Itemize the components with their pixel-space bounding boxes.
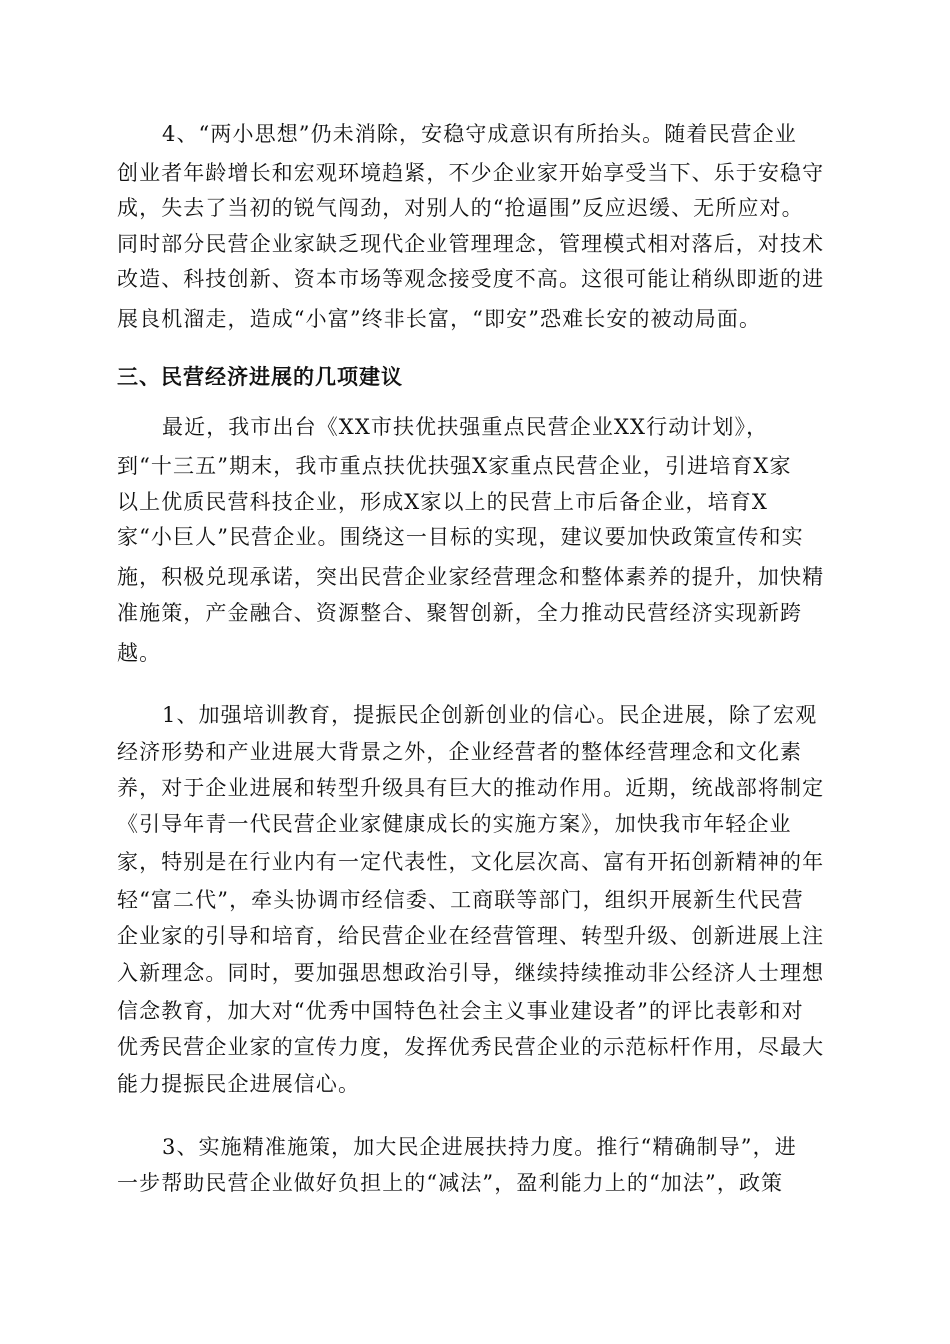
paragraph-3-line-9: 信念教育，加大对“优秀中国特色社会主义事业建设者”的评比表彰和对: [117, 999, 804, 1023]
paragraph-1-line-1: 4、“两小思想”仍未消除，安稳守成意识有所抬头。随着民营企业: [162, 122, 797, 146]
paragraph-4-line-1: 3、实施精准施策，加大民企进展扶持力度。推行“精确制导”，进: [162, 1135, 797, 1159]
paragraph-4-line-2: 一步帮助民营企业做好负担上的“减法”，盈利能力上的“加法”，政策: [117, 1171, 784, 1195]
paragraph-2-line-3: 以上优质民营科技企业，形成X家以上的民营上市后备企业，培育X: [117, 490, 768, 514]
paragraph-3-line-7: 企业家的引导和培育，给民营企业在经营管理、转型升级、创新进展上注: [117, 924, 825, 948]
paragraph-3-line-11: 能力提振民企进展信心。: [117, 1072, 361, 1096]
paragraph-3-line-1: 1、加强培训教育，提振民企创新创业的信心。民企进展，除了宏观: [162, 703, 818, 727]
paragraph-2-line-5: 施，积极兑现承诺，突出民营企业家经营理念和整体素养的提升，加快精: [117, 565, 825, 589]
paragraph-2-line-7: 越。: [117, 641, 162, 665]
paragraph-3-line-6: 轻“富二代”，牵头协调市经信委、工商联等部门，组织开展新生代民营: [117, 888, 804, 912]
paragraph-3-line-5: 家，特别是在行业内有一定代表性，文化层次高、富有开拓创新精神的年: [117, 850, 825, 874]
paragraph-3-line-8: 入新理念。同时，要加强思想政治引导，继续持续推动非公经济人士理想: [117, 961, 825, 985]
paragraph-3-line-4: 《引导年青一代民营企业家健康成长的实施方案》，加快我市年轻企业: [117, 812, 792, 836]
paragraph-3-line-2: 经济形势和产业进展大背景之外，企业经营者的整体经营理念和文化素: [117, 740, 803, 764]
paragraph-1-line-2: 创业者年龄增长和宏观环境趋紧，不少企业家开始享受当下、乐于安稳守: [117, 161, 825, 185]
section-heading: 三、民营经济进展的几项建议: [117, 365, 403, 389]
paragraph-2-line-1: 最近，我市出台《XX市扶优扶强重点民营企业XX行动计划》，: [162, 415, 769, 439]
paragraph-1-line-5: 改造、科技创新、资本市场等观念接受度不高。这很可能让稍纵即逝的进: [117, 267, 825, 291]
paragraph-2-line-6: 准施策，产金融合、资源整合、聚智创新，全力推动民营经济实现新跨: [117, 601, 803, 625]
paragraph-2-line-4: 家“小巨人”民营企业。围绕这一目标的实现，建议要加快政策宣传和实: [117, 525, 804, 549]
paragraph-1-line-6: 展良机溜走，造成“小富”终非长富，“即安”恐难长安的被动局面。: [117, 307, 762, 331]
paragraph-1-line-3: 成，失去了当初的锐气闯劲，对别人的“抢逼围”反应迟缓、无所应对。: [117, 196, 804, 220]
paragraph-2-line-2: 到“十三五”期末，我市重点扶优扶强X家重点民营企业，引进培育X家: [117, 454, 792, 478]
paragraph-3-line-3: 养，对于企业进展和转型升级具有巨大的推动作用。近期，统战部将制定: [117, 776, 825, 800]
paragraph-3-line-10: 优秀民营企业家的宣传力度，发挥优秀民营企业的示范标杆作用，尽最大: [117, 1035, 825, 1059]
paragraph-1-line-4: 同时部分民营企业家缺乏现代企业管理理念，管理模式相对落后，对技术: [117, 232, 825, 256]
